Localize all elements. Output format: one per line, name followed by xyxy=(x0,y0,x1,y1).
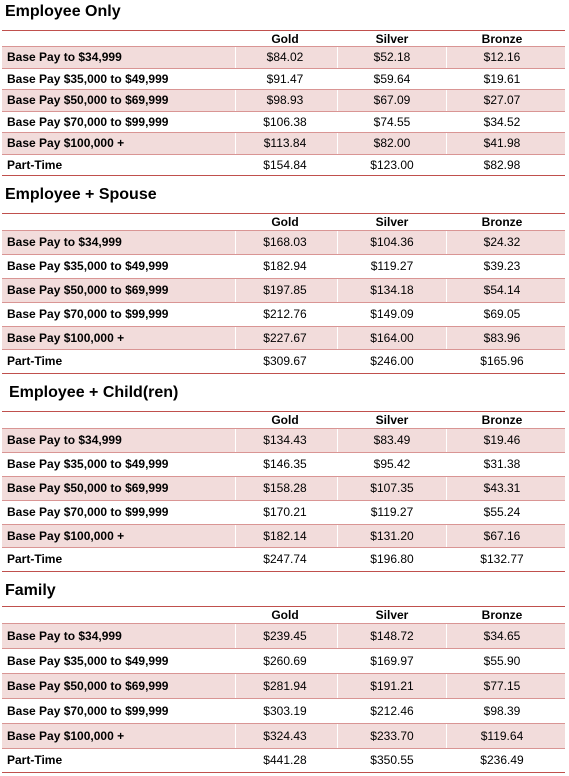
column-divider xyxy=(446,47,447,68)
column-divider xyxy=(446,255,447,278)
rate-gold: $309.67 xyxy=(263,354,307,368)
column-divider xyxy=(446,231,447,254)
rate-gold: $98.93 xyxy=(266,93,304,107)
column-divider xyxy=(337,477,338,500)
rate-bronze: $236.49 xyxy=(480,753,524,767)
rate-gold: $170.21 xyxy=(263,505,307,519)
column-divider xyxy=(337,548,338,571)
rate-gold: $227.67 xyxy=(263,331,307,345)
column-divider xyxy=(235,90,236,111)
rate-silver: $246.00 xyxy=(370,354,414,368)
rate-bronze: $39.23 xyxy=(483,259,521,273)
section-bottom-rule xyxy=(2,175,565,176)
table-row xyxy=(2,278,565,302)
column-divider xyxy=(446,279,447,302)
rate-silver: $191.21 xyxy=(370,679,414,693)
rate-silver: $107.35 xyxy=(370,481,414,495)
table-row xyxy=(2,254,565,278)
column-divider xyxy=(337,231,338,254)
rate-bronze: $27.07 xyxy=(483,93,521,107)
row-label: Base Pay $100,000 + xyxy=(7,331,125,345)
section-bottom-rule xyxy=(2,571,565,572)
column-divider xyxy=(446,133,447,154)
rate-bronze: $43.31 xyxy=(483,481,521,495)
rate-bronze: $165.96 xyxy=(480,354,524,368)
rate-bronze: $69.05 xyxy=(483,307,521,321)
row-label: Base Pay $35,000 to $49,999 xyxy=(7,654,169,668)
column-divider xyxy=(337,501,338,524)
column-divider xyxy=(337,133,338,154)
column-divider xyxy=(337,69,338,89)
column-divider xyxy=(337,155,338,175)
column-divider xyxy=(337,429,338,452)
rate-bronze: $82.98 xyxy=(483,158,521,172)
rate-bronze: $19.46 xyxy=(483,433,521,447)
rate-gold: $239.45 xyxy=(263,629,307,643)
rate-silver: $104.36 xyxy=(370,235,414,249)
column-divider xyxy=(235,501,236,524)
column-divider xyxy=(337,624,338,648)
row-label: Base Pay to $34,999 xyxy=(7,629,122,643)
rate-gold: $84.02 xyxy=(266,50,304,64)
column-divider xyxy=(235,155,236,175)
rate-bronze: $31.38 xyxy=(483,457,521,471)
column-divider xyxy=(446,303,447,326)
rate-gold: $146.35 xyxy=(263,457,307,471)
rate-bronze: $24.32 xyxy=(483,235,521,249)
column-divider xyxy=(235,429,236,452)
column-divider xyxy=(337,699,338,723)
column-divider xyxy=(446,112,447,132)
rate-gold: $113.84 xyxy=(263,136,307,150)
column-divider xyxy=(446,624,447,648)
column-divider xyxy=(446,699,447,723)
table-row xyxy=(2,673,565,698)
rate-silver: $74.55 xyxy=(373,115,411,129)
column-divider xyxy=(337,327,338,349)
row-label: Base Pay $50,000 to $69,999 xyxy=(7,93,169,107)
column-header-silver: Silver xyxy=(375,215,409,229)
column-divider xyxy=(337,350,338,373)
rate-bronze: $67.16 xyxy=(483,529,521,543)
column-header-gold: Gold xyxy=(271,32,299,46)
table-row xyxy=(2,132,565,154)
column-divider xyxy=(446,350,447,373)
column-divider xyxy=(337,724,338,748)
column-divider xyxy=(446,453,447,476)
column-divider xyxy=(446,548,447,571)
row-label: Base Pay to $34,999 xyxy=(7,235,122,249)
column-divider xyxy=(337,90,338,111)
column-divider xyxy=(235,350,236,373)
table-row xyxy=(2,547,565,571)
rate-silver: $134.18 xyxy=(370,283,414,297)
rate-silver: $119.27 xyxy=(370,259,414,273)
section-bottom-rule xyxy=(2,373,565,374)
rate-gold: $247.74 xyxy=(263,552,307,566)
row-label: Part-Time xyxy=(7,354,63,368)
row-label: Base Pay $35,000 to $49,999 xyxy=(7,457,169,471)
rate-gold: $197.85 xyxy=(263,283,307,297)
row-label: Base Pay to $34,999 xyxy=(7,433,122,447)
column-divider xyxy=(235,279,236,302)
column-header-silver: Silver xyxy=(375,32,409,46)
column-header-gold: Gold xyxy=(271,413,299,427)
column-header-gold: Gold xyxy=(271,608,299,622)
rate-bronze: $12.16 xyxy=(483,50,521,64)
column-divider xyxy=(446,69,447,89)
rate-bronze: $132.77 xyxy=(480,552,524,566)
column-header-bronze: Bronze xyxy=(481,413,523,427)
rate-gold: $106.38 xyxy=(263,115,307,129)
tier-rows xyxy=(2,230,565,373)
rate-bronze: $83.96 xyxy=(483,331,521,345)
table-row xyxy=(2,500,565,524)
rate-gold: $168.03 xyxy=(263,235,307,249)
rate-gold: $212.76 xyxy=(263,307,307,321)
column-divider xyxy=(337,749,338,772)
column-divider xyxy=(235,112,236,132)
column-divider xyxy=(337,112,338,132)
table-row xyxy=(2,89,565,111)
column-divider xyxy=(235,624,236,648)
rate-silver: $148.72 xyxy=(370,629,414,643)
row-label: Base Pay $100,000 + xyxy=(7,529,125,543)
column-divider xyxy=(235,674,236,698)
section-title: Employee Only xyxy=(5,3,121,20)
row-label: Part-Time xyxy=(7,158,63,172)
rate-silver: $82.00 xyxy=(373,136,411,150)
column-divider xyxy=(235,453,236,476)
column-divider xyxy=(446,724,447,748)
table-row xyxy=(2,302,565,326)
table-row xyxy=(2,111,565,132)
rate-gold: $281.94 xyxy=(263,679,307,693)
table-row xyxy=(2,428,565,452)
row-label: Base Pay to $34,999 xyxy=(7,50,122,64)
rate-silver: $59.64 xyxy=(373,72,411,86)
rate-gold: $182.14 xyxy=(263,529,307,543)
rate-gold: $91.47 xyxy=(266,72,304,86)
column-header-gold: Gold xyxy=(271,215,299,229)
column-divider xyxy=(337,525,338,547)
rate-silver: $83.49 xyxy=(373,433,411,447)
column-divider xyxy=(235,724,236,748)
rate-bronze: $119.64 xyxy=(480,729,524,743)
column-header-silver: Silver xyxy=(375,608,409,622)
table-row xyxy=(2,524,565,547)
table-row xyxy=(2,68,565,89)
column-divider xyxy=(235,477,236,500)
column-divider xyxy=(446,674,447,698)
row-label: Part-Time xyxy=(7,753,63,767)
rate-gold: $154.84 xyxy=(263,158,307,172)
column-divider xyxy=(235,699,236,723)
rate-gold: $303.19 xyxy=(263,704,307,718)
table-row xyxy=(2,623,565,648)
rate-silver: $233.70 xyxy=(370,729,414,743)
table-row xyxy=(2,452,565,476)
tier-rows xyxy=(2,46,565,175)
rate-silver: $164.00 xyxy=(370,331,414,345)
section-title: Employee + Child(ren) xyxy=(9,384,179,401)
rate-gold: $324.43 xyxy=(263,729,307,743)
table-row xyxy=(2,476,565,500)
column-divider xyxy=(337,674,338,698)
row-label: Base Pay $100,000 + xyxy=(7,729,125,743)
column-divider xyxy=(446,155,447,175)
rate-bronze: $77.15 xyxy=(483,679,521,693)
column-divider xyxy=(235,327,236,349)
tier-rows xyxy=(2,428,565,571)
column-header-bronze: Bronze xyxy=(481,215,523,229)
row-label: Base Pay $70,000 to $99,999 xyxy=(7,115,169,129)
column-header-row xyxy=(2,213,565,231)
rate-bronze: $19.61 xyxy=(483,72,521,86)
row-label: Base Pay $70,000 to $99,999 xyxy=(7,307,169,321)
row-label: Base Pay $35,000 to $49,999 xyxy=(7,72,169,86)
column-divider xyxy=(337,453,338,476)
rate-silver: $169.97 xyxy=(370,654,414,668)
rate-gold: $182.94 xyxy=(263,259,307,273)
column-divider xyxy=(337,649,338,673)
column-divider xyxy=(235,255,236,278)
table-row xyxy=(2,230,565,254)
rate-gold: $260.69 xyxy=(263,654,307,668)
column-divider xyxy=(337,255,338,278)
column-divider xyxy=(235,133,236,154)
column-divider xyxy=(235,47,236,68)
rate-silver: $67.09 xyxy=(373,93,411,107)
column-divider xyxy=(235,303,236,326)
column-divider xyxy=(235,231,236,254)
table-row xyxy=(2,154,565,175)
column-divider xyxy=(446,649,447,673)
column-header-silver: Silver xyxy=(375,413,409,427)
column-divider xyxy=(446,749,447,772)
rate-bronze: $34.52 xyxy=(483,115,521,129)
rate-bronze: $98.39 xyxy=(483,704,521,718)
rate-silver: $119.27 xyxy=(370,505,414,519)
section-title: Employee + Spouse xyxy=(5,186,157,203)
tier-rows xyxy=(2,623,565,772)
column-divider xyxy=(446,525,447,547)
column-divider xyxy=(446,501,447,524)
table-row xyxy=(2,723,565,748)
row-label: Base Pay $35,000 to $49,999 xyxy=(7,259,169,273)
rate-silver: $350.55 xyxy=(370,753,414,767)
column-divider xyxy=(235,548,236,571)
table-row xyxy=(2,648,565,673)
rate-bronze: $55.90 xyxy=(483,654,521,668)
table-row xyxy=(2,698,565,723)
row-label: Base Pay $50,000 to $69,999 xyxy=(7,283,169,297)
rate-silver: $95.42 xyxy=(373,457,411,471)
rate-gold: $134.43 xyxy=(263,433,307,447)
rate-bronze: $41.98 xyxy=(483,136,521,150)
row-label: Part-Time xyxy=(7,552,63,566)
rate-bronze: $55.24 xyxy=(483,505,521,519)
row-label: Base Pay $70,000 to $99,999 xyxy=(7,704,169,718)
section-title: Family xyxy=(5,582,56,599)
rate-silver: $149.09 xyxy=(370,307,414,321)
table-row xyxy=(2,748,565,772)
column-divider xyxy=(235,649,236,673)
column-divider xyxy=(235,749,236,772)
section-bottom-rule xyxy=(2,772,565,773)
rate-silver: $123.00 xyxy=(370,158,414,172)
row-label: Base Pay $50,000 to $69,999 xyxy=(7,481,169,495)
column-divider xyxy=(337,303,338,326)
rate-gold: $158.28 xyxy=(263,481,307,495)
rate-silver: $131.20 xyxy=(370,529,414,543)
table-row xyxy=(2,326,565,349)
column-divider xyxy=(446,90,447,111)
rate-gold: $441.28 xyxy=(263,753,307,767)
column-header-row xyxy=(2,606,565,624)
rate-bronze: $54.14 xyxy=(483,283,521,297)
rate-bronze: $34.65 xyxy=(483,629,521,643)
rate-silver: $52.18 xyxy=(373,50,411,64)
column-divider xyxy=(337,279,338,302)
row-label: Base Pay $100,000 + xyxy=(7,136,125,150)
column-divider xyxy=(235,525,236,547)
row-label: Base Pay $70,000 to $99,999 xyxy=(7,505,169,519)
column-header-row xyxy=(2,411,565,429)
row-label: Base Pay $50,000 to $69,999 xyxy=(7,679,169,693)
table-row xyxy=(2,46,565,68)
rate-silver: $196.80 xyxy=(370,552,414,566)
column-divider xyxy=(235,69,236,89)
table-row xyxy=(2,349,565,373)
column-divider xyxy=(337,47,338,68)
column-divider xyxy=(446,477,447,500)
column-divider xyxy=(446,327,447,349)
column-divider xyxy=(446,429,447,452)
column-header-bronze: Bronze xyxy=(481,608,523,622)
column-header-bronze: Bronze xyxy=(481,32,523,46)
rate-silver: $212.46 xyxy=(370,704,414,718)
